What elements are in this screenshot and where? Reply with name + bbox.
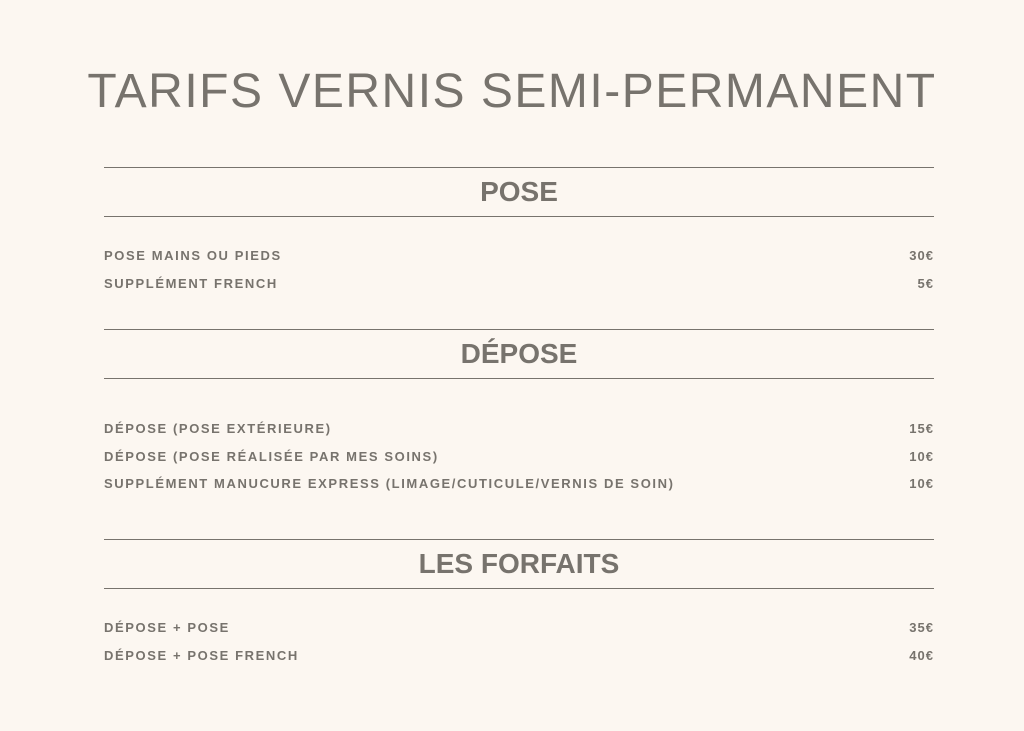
service-price: 15€	[909, 421, 934, 437]
service-price: 10€	[909, 448, 934, 464]
page-title: TARIFS VERNIS SEMI-PERMANENT	[87, 65, 937, 118]
price-row	[104, 415, 934, 443]
service-price: 30€	[909, 248, 934, 264]
section-header	[104, 167, 934, 217]
section-heading: POSE	[480, 176, 558, 207]
price-row	[104, 614, 934, 642]
price-list	[104, 415, 934, 498]
section-pose	[104, 167, 934, 297]
service-label: DÉPOSE (POSE RÉALISÉE PAR MES SOINS)	[104, 448, 439, 464]
service-label: POSE MAINS OU PIEDS	[104, 248, 282, 264]
service-label: SUPPLÉMENT MANUCURE EXPRESS (LIMAGE/CUTICULE/VERNIS DE SOIN)	[104, 476, 675, 492]
service-price: 40€	[909, 647, 934, 663]
section-forfaits	[104, 539, 934, 669]
service-price: 35€	[909, 620, 934, 636]
price-row	[104, 270, 934, 298]
section-header	[104, 539, 934, 589]
price-row	[104, 642, 934, 670]
price-row	[104, 470, 934, 498]
service-label: SUPPLÉMENT FRENCH	[104, 275, 278, 291]
service-label: DÉPOSE (POSE EXTÉRIEURE)	[104, 421, 332, 437]
section-header	[104, 329, 934, 379]
service-label: DÉPOSE + POSE FRENCH	[104, 647, 299, 663]
service-price: 10€	[909, 476, 934, 492]
section-depose	[104, 329, 934, 498]
service-price: 5€	[917, 275, 934, 291]
price-list	[104, 614, 934, 669]
service-label: DÉPOSE + POSE	[104, 620, 230, 636]
price-row	[104, 443, 934, 471]
price-list	[104, 242, 934, 297]
section-heading: DÉPOSE	[460, 338, 578, 369]
section-heading: LES FORFAITS	[418, 548, 620, 579]
price-row	[104, 242, 934, 270]
